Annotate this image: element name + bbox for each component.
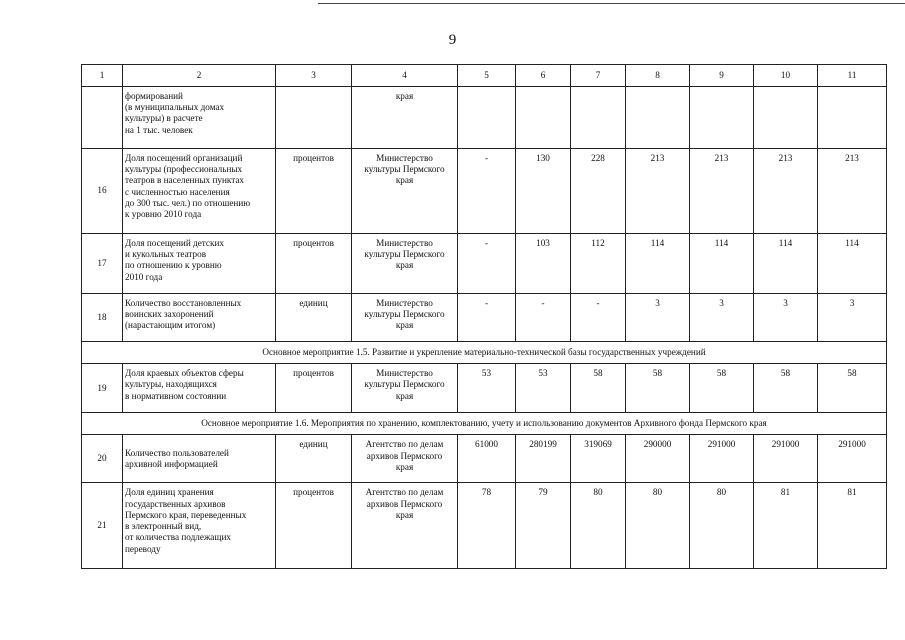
unit-cell: единиц xyxy=(276,294,352,342)
column-header: 10 xyxy=(754,65,818,87)
value-cell: 130 xyxy=(516,149,571,234)
value-cell: 319069 xyxy=(571,435,626,483)
value-cell xyxy=(690,87,754,149)
value-cell: 114 xyxy=(690,234,754,294)
responsible-cell: Агентство по делам архивов Пермского края xyxy=(352,435,458,483)
table-row xyxy=(82,294,887,342)
value-cell: 78 xyxy=(458,483,516,569)
column-header: 11 xyxy=(818,65,887,87)
section-row xyxy=(82,342,887,364)
table-row xyxy=(82,435,887,483)
value-cell: 80 xyxy=(690,483,754,569)
row-number: 18 xyxy=(82,294,123,342)
value-cell: 58 xyxy=(818,364,887,413)
column-header: 4 xyxy=(352,65,458,87)
value-cell xyxy=(458,87,516,149)
table-header-row xyxy=(82,65,887,87)
page-number: 9 xyxy=(448,32,457,48)
row-number: 19 xyxy=(82,364,123,413)
row-number: 20 xyxy=(82,435,123,483)
value-cell: 291000 xyxy=(754,435,818,483)
column-header: 9 xyxy=(690,65,754,87)
unit-cell: процентов xyxy=(276,234,352,294)
value-cell: 280199 xyxy=(516,435,571,483)
value-cell: 79 xyxy=(516,483,571,569)
value-cell: 114 xyxy=(754,234,818,294)
value-cell xyxy=(516,87,571,149)
value-cell: 213 xyxy=(754,149,818,234)
column-header: 7 xyxy=(571,65,626,87)
value-cell: 81 xyxy=(754,483,818,569)
indicator-name: Доля посещений детских и кукольных театров по отношению к уровню 2010 года xyxy=(123,234,276,294)
value-cell: 81 xyxy=(818,483,887,569)
value-cell: 53 xyxy=(458,364,516,413)
value-cell xyxy=(818,87,887,149)
value-cell: 53 xyxy=(516,364,571,413)
table-row xyxy=(82,234,887,294)
row-number xyxy=(82,87,123,149)
responsible-cell: Министерство культуры Пермского края xyxy=(352,294,458,342)
top-rule xyxy=(318,3,905,4)
value-cell xyxy=(626,87,690,149)
value-cell: 58 xyxy=(690,364,754,413)
value-cell: 58 xyxy=(626,364,690,413)
column-header: 3 xyxy=(276,65,352,87)
value-cell: - xyxy=(516,294,571,342)
responsible-cell: края xyxy=(352,87,458,149)
indicator-name: Доля посещений организаций культуры (профессиональных театров в населенных пунктах с численностью населения до 300 тыс. чел.) по отношению к уровню 2010 года xyxy=(123,149,276,234)
value-cell: 213 xyxy=(690,149,754,234)
responsible-cell: Министерство культуры Пермского края xyxy=(352,149,458,234)
value-cell: 291000 xyxy=(690,435,754,483)
indicator-table xyxy=(81,64,887,569)
value-cell xyxy=(754,87,818,149)
table-row xyxy=(82,364,887,413)
responsible-cell: Министерство культуры Пермского края xyxy=(352,364,458,413)
unit-cell: процентов xyxy=(276,483,352,569)
value-cell: 112 xyxy=(571,234,626,294)
value-cell: 58 xyxy=(754,364,818,413)
section-title: Основное мероприятие 1.6. Мероприятия по хранению, комплектованию, учету и использованию документов Архивного фонда Пермского края xyxy=(82,413,887,435)
unit-cell xyxy=(276,87,352,149)
table-row xyxy=(82,87,887,149)
value-cell: 3 xyxy=(626,294,690,342)
value-cell: 80 xyxy=(571,483,626,569)
indicator-name: Количество восстановленных воинских захоронений (нарастающим итогом) xyxy=(123,294,276,342)
column-header: 5 xyxy=(458,65,516,87)
value-cell: 291000 xyxy=(818,435,887,483)
value-cell: 80 xyxy=(626,483,690,569)
row-number: 16 xyxy=(82,149,123,234)
indicator-name: Количество пользователей архивной информацией xyxy=(123,435,276,483)
section-row xyxy=(82,413,887,435)
value-cell: - xyxy=(571,294,626,342)
value-cell: 3 xyxy=(754,294,818,342)
section-title: Основное мероприятие 1.5. Развитие и укрепление материально-технической базы государственных учреждений xyxy=(82,342,887,364)
value-cell: - xyxy=(458,149,516,234)
column-header: 2 xyxy=(123,65,276,87)
value-cell: 114 xyxy=(626,234,690,294)
column-header: 1 xyxy=(82,65,123,87)
column-header: 6 xyxy=(516,65,571,87)
value-cell: 290000 xyxy=(626,435,690,483)
value-cell: 103 xyxy=(516,234,571,294)
value-cell: 114 xyxy=(818,234,887,294)
responsible-cell: Агентство по делам архивов Пермского края xyxy=(352,483,458,569)
table-row xyxy=(82,483,887,569)
value-cell: - xyxy=(458,234,516,294)
table-row xyxy=(82,149,887,234)
indicator-name: Доля краевых объектов сферы культуры, находящихся в нормативном состоянии xyxy=(123,364,276,413)
value-cell: 213 xyxy=(626,149,690,234)
unit-cell: процентов xyxy=(276,149,352,234)
unit-cell: процентов xyxy=(276,364,352,413)
value-cell xyxy=(571,87,626,149)
row-number: 17 xyxy=(82,234,123,294)
indicator-name: формирований (в муниципальных домах культуры) в расчете на 1 тыс. человек xyxy=(123,87,276,149)
value-cell: 213 xyxy=(818,149,887,234)
value-cell: 3 xyxy=(818,294,887,342)
value-cell: - xyxy=(458,294,516,342)
indicator-name: Доля единиц хранения государственных архивов Пермского края, переведенных в электронный вид, от количества подлежащих переводу xyxy=(123,483,276,569)
column-header: 8 xyxy=(626,65,690,87)
value-cell: 3 xyxy=(690,294,754,342)
value-cell: 228 xyxy=(571,149,626,234)
unit-cell: единиц xyxy=(276,435,352,483)
value-cell: 61000 xyxy=(458,435,516,483)
row-number: 21 xyxy=(82,483,123,569)
responsible-cell: Министерство культуры Пермского края xyxy=(352,234,458,294)
value-cell: 58 xyxy=(571,364,626,413)
